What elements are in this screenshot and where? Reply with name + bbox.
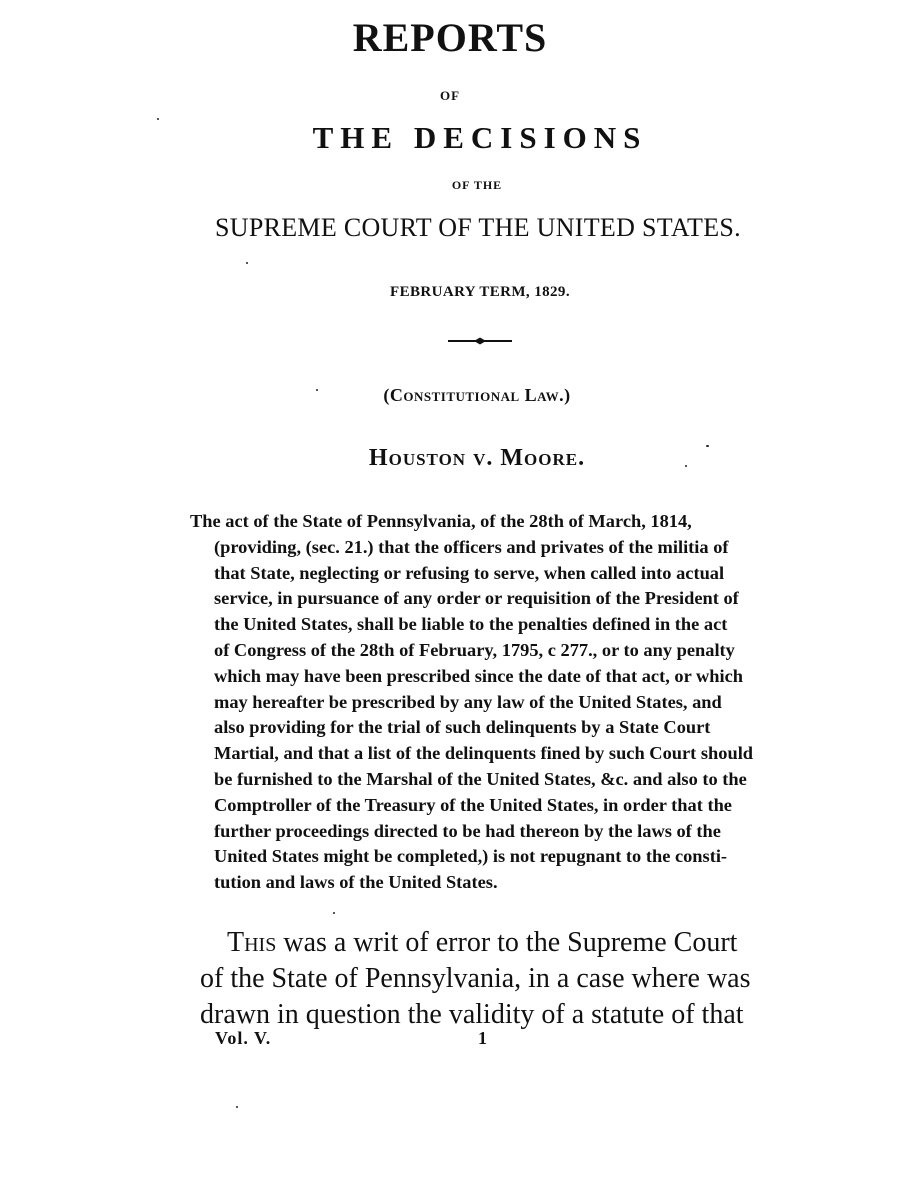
case-title: [27, 445, 900, 472]
syllabus-line: further proceedings directed to be had thereon by the laws of the: [214, 820, 721, 841]
syllabus-line: United States might be completed,) is not repugnant to the consti-: [214, 846, 728, 867]
print-speck: [316, 389, 318, 391]
title-decisions: THE DECISIONS: [312, 120, 648, 155]
print-speck: [246, 262, 248, 264]
syllabus-line: Comptroller of the Treasury of the United States, in order that the: [214, 794, 732, 815]
print-speck: [706, 445, 709, 447]
subject-heading: [27, 385, 900, 406]
print-speck: [236, 1106, 238, 1108]
title-of: OF: [439, 88, 461, 103]
body-line: [200, 925, 790, 961]
syllabus: [190, 509, 790, 896]
print-speck: [685, 465, 687, 467]
court-name: SUPREME COURT OF THE UNITED STATES.: [215, 213, 741, 242]
syllabus-line: Martial, and that a list of the delinquents fined by such Court should: [214, 743, 754, 764]
syllabus-line: that State, neglecting or refusing to serve, when called into actual: [214, 562, 725, 583]
syllabus-line: the United States, shall be liable to the penalties defined in the act: [214, 614, 728, 635]
syllabus-line: (providing, (sec. 21.) that the officers and privates of the militia of: [214, 536, 729, 557]
syllabus-line: may hereafter be prescribed by any law of the United States, and: [214, 691, 722, 712]
term-label: FEBRUARY TERM, 1829.: [390, 284, 570, 300]
syllabus-line: tution and laws of the United States.: [214, 872, 498, 893]
syllabus-line: The act of the State of Pennsylvania, of the 28th of March, 1814,: [190, 511, 692, 531]
title-of-the: OF THE: [451, 178, 503, 192]
syllabus-line: service, in pursuance of any order or requisition of the President of: [214, 588, 739, 609]
syllabus-line: which may have been prescribed since the date of that act, or which: [214, 665, 744, 686]
body-first-word: This: [227, 927, 277, 958]
syllabus-line: also providing for the trial of such delinquents by a State Court: [214, 717, 711, 738]
body-line: drawn in question the validity of a statute of that: [200, 999, 744, 1030]
report-title: REPORTS: [352, 15, 548, 60]
print-speck: [333, 912, 335, 914]
body-line: of the State of Pennsylvania, in a case where was: [200, 963, 751, 994]
case-title-text: Houston v. Moore.: [368, 445, 586, 471]
volume-signature: Vol. V.: [215, 1028, 272, 1048]
print-speck: [157, 118, 159, 120]
subject-heading-text: (Constitutional Law.): [383, 385, 571, 405]
gathering-signature: 1: [478, 1028, 487, 1048]
syllabus-line: be furnished to the Marshal of the United States, &c. and also to the: [214, 768, 747, 789]
syllabus-line: of Congress of the 28th of February, 1795, c 277., or to any penalty: [214, 639, 735, 660]
body-line-rest: was a writ of error to the Supreme Court: [276, 927, 738, 958]
ornament-rule-icon: [448, 336, 512, 346]
body-paragraph: [200, 925, 790, 1033]
